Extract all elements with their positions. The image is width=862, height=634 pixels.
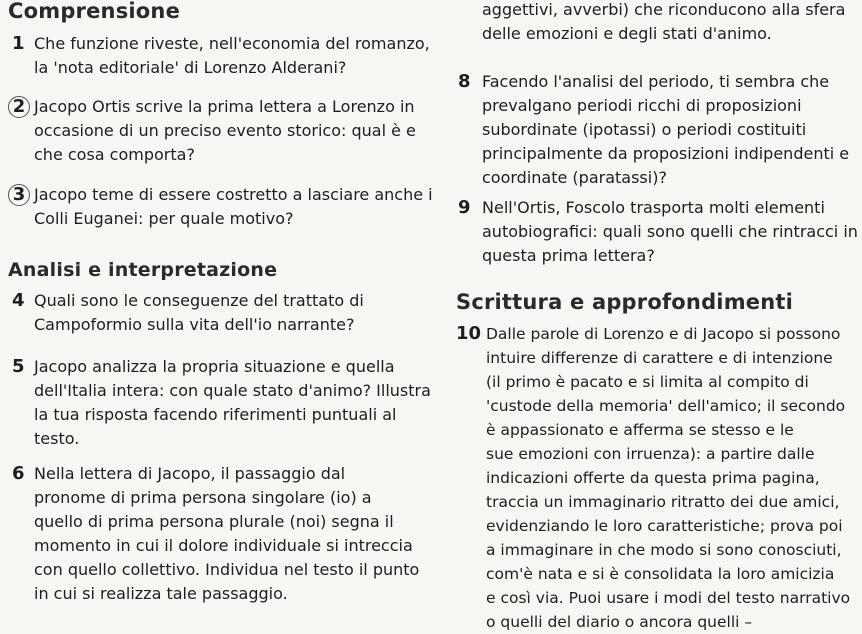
question-line: delle emozioni e degli stati d'animo. [482, 24, 772, 43]
question-line: Jacopo teme di essere costretto a lasciare anche i [34, 185, 433, 204]
circled-mark: 3 [8, 184, 30, 206]
section-heading-analisi: Analisi e interpretazione [8, 259, 278, 281]
question-line: coordinate (paratassi)? [482, 168, 667, 187]
question-line: Nella lettera di Jacopo, il passaggio dal [34, 464, 346, 483]
question-line: com'è nata e si è consolidata la loro amicizia [486, 565, 835, 583]
question-line: 'custode della memoria' dell'amico; il secondo [486, 397, 846, 415]
question-line: Campoformio sulla vita dell'io narrante? [34, 315, 355, 334]
question-text [482, 0, 845, 46]
question-line: questa prima lettera? [482, 246, 655, 265]
question-line: quello di prima persona plurale (noi) segna il [34, 512, 394, 531]
section-heading-scrittura: Scrittura e approfondimenti [456, 290, 794, 314]
question-line: la 'nota editoriale' di Lorenzo Alderani? [34, 58, 347, 77]
question-line: dell'Italia intera: con quale stato d'animo? Illustra [34, 381, 431, 400]
question-line: che cosa comporta? [34, 145, 195, 164]
question-number: 4 [12, 290, 25, 311]
question-line: testo. [34, 429, 80, 448]
question-line: Quali sono le conseguenze del trattato di [34, 291, 364, 310]
question-line: (il primo è pacato e si limita al compito di [486, 373, 809, 391]
question-number: 5 [12, 356, 25, 377]
question-line: momento in cui il dolore individuale si intreccia [34, 536, 413, 555]
question-number [12, 95, 30, 119]
question-line: con quello collettivo. Individua nel testo il punto [34, 560, 420, 579]
question-line: a immaginare in che modo si sono conosciuti, [486, 541, 842, 559]
question-text [486, 322, 850, 634]
question-line: Colli Euganei: per quale motivo? [34, 209, 294, 228]
question-line: Nell'Ortis, Foscolo trasporta molti elementi [482, 198, 825, 217]
question-line: autobiografici: quali sono quelli che rintracci in [482, 222, 858, 241]
question-line: in cui si realizza tale passaggio. [34, 584, 288, 603]
question-line: Jacopo Ortis scrive la prima lettera a Lorenzo in [34, 97, 415, 116]
question-line: prevalgano periodi ricchi di proposizioni [482, 96, 802, 115]
question-line: pronome di prima persona singolare (io) a [34, 488, 372, 507]
circled-mark: 2 [8, 96, 30, 118]
question-text [34, 95, 416, 167]
question-line: traccia un immaginario ritratto dei due amici, [486, 493, 840, 511]
question-number: 6 [12, 463, 25, 484]
question-line: Facendo l'analisi del periodo, ti sembra che [482, 72, 830, 91]
question-line: Jacopo analizza la propria situazione e quella [34, 357, 395, 376]
question-line: Dalle parole di Lorenzo e di Jacopo si possono [486, 325, 841, 343]
question-line: evidenziando le loro caratteristiche; prova poi [486, 517, 843, 535]
question-text [34, 32, 430, 80]
question-number: 10 [456, 323, 482, 344]
question-line: Che funzione riveste, nell'economia del romanzo, [34, 34, 430, 53]
question-number: 8 [458, 71, 471, 92]
question-line: principalmente da proposizioni indipendenti e [482, 144, 850, 163]
question-text [34, 289, 364, 337]
question-text [34, 355, 431, 451]
question-line: aggettivi, avverbi) che riconducono alla sfera [482, 0, 846, 19]
question-line: indicazioni offerte da questa prima pagina, [486, 469, 820, 487]
question-line: subordinate (ipotassi) o periodi costituiti [482, 120, 807, 139]
question-text [34, 183, 433, 231]
question-text [482, 70, 849, 190]
question-text [34, 462, 419, 606]
question-text [482, 196, 858, 268]
question-number: 1 [12, 33, 25, 54]
question-line: è appassionato e afferma se stesso e le [486, 421, 794, 439]
section-heading-comprensione: Comprensione [8, 0, 181, 23]
question-line: intuire differenze di carattere e di intenzione [486, 349, 833, 367]
question-line: occasione di un preciso evento storico: qual è e [34, 121, 416, 140]
question-number: 9 [458, 197, 471, 218]
question-line: sue emozioni con irruenza): a partire dalle [486, 445, 815, 463]
question-line: e così via. Puoi usare i modi del testo narrativo [486, 589, 851, 607]
question-line: o quelli del diario o ancora quelli – [486, 613, 753, 631]
question-number [12, 183, 30, 207]
question-line: la tua risposta facendo riferimenti puntuali al [34, 405, 397, 424]
